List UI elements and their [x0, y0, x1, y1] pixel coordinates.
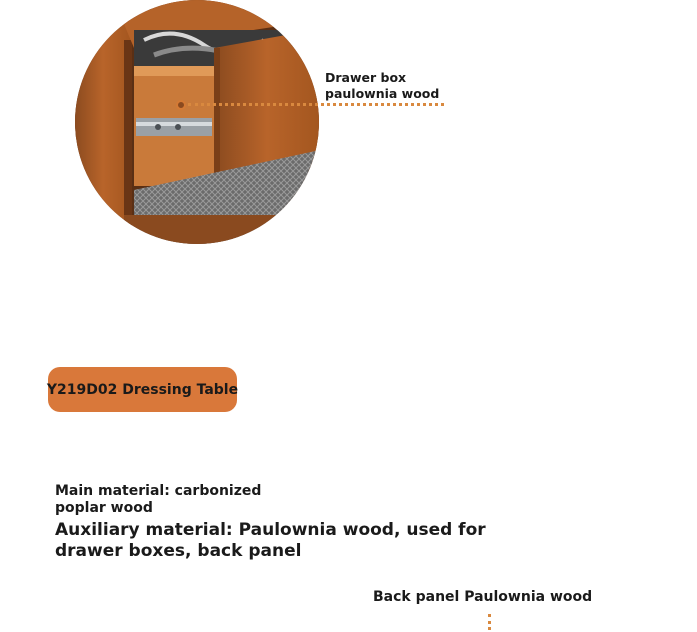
callout-label-drawer-box	[325, 70, 439, 102]
callout-label-back-panel: Back panel Paulownia wood	[373, 589, 593, 605]
product-title: Y219D02 Dressing Table	[46, 381, 239, 398]
product-title-badge	[48, 367, 237, 412]
auxiliary-material-text: Auxiliary material: Paulownia wood, used for drawer boxes, back panel	[55, 520, 486, 561]
main-material-text: Main material: carbonized poplar wood	[55, 483, 262, 516]
callout-leader-line-drawer-box	[188, 103, 444, 106]
callout-drawer-box-line2: paulownia wood	[325, 86, 440, 101]
drawer-detail-image	[74, 0, 320, 244]
callout-marker-drawer-box	[176, 100, 186, 110]
callout-leader-line-back-panel	[488, 614, 491, 630]
callout-drawer-box-line1: Drawer box	[325, 70, 407, 85]
